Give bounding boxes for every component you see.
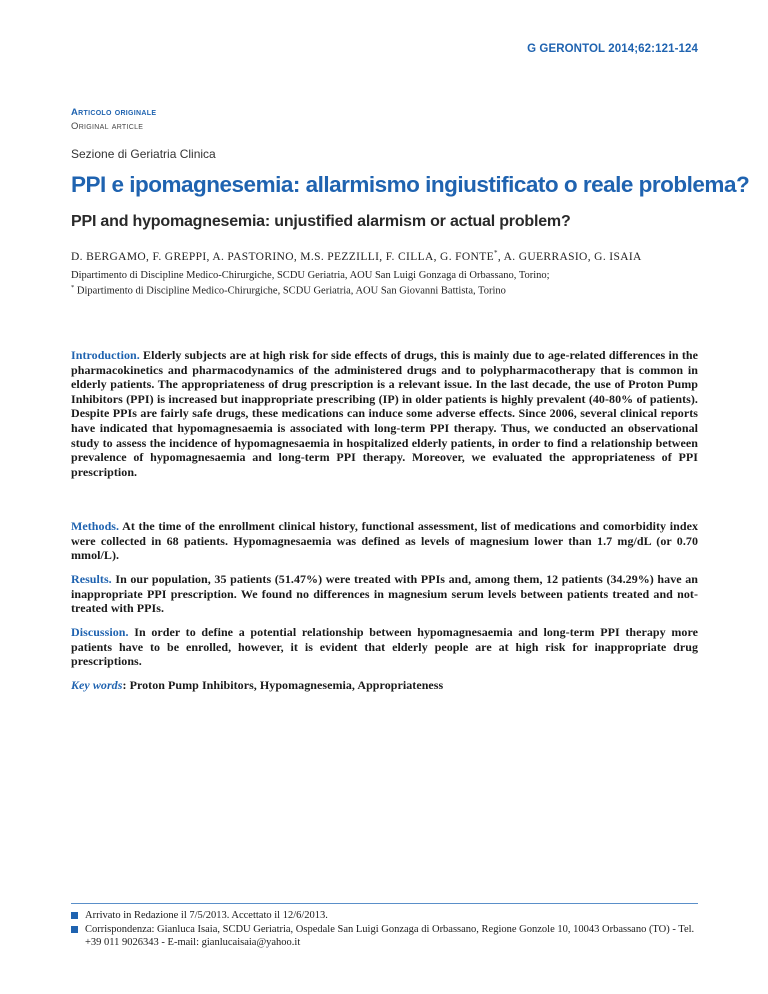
methods-heading: Methods.: [71, 519, 120, 533]
article-type-english: Original article: [71, 121, 144, 132]
journal-reference: G GERONTOL 2014;62:121-124: [527, 43, 698, 55]
results-text: In our population, 35 patients (51.47%) were treated with PPIs and, among them, 12 patients (34.29%) have an inappropriate PPI prescription. We found no differences in magnesium serum levels between patients treated and not-treated with PPIs.: [71, 572, 698, 616]
discussion-heading: Discussion.: [71, 625, 129, 639]
authors-first: D. BERGAMO, F. GREPPI, A. PASTORINO, M.S. PEZZILLI, F. CILLA, G. FONTE: [71, 250, 494, 263]
abstract-methods: [71, 519, 698, 563]
discussion-text: In order to define a potential relationship between hypomagnesaemia and long-term PPI therapy more patients have to be enrolled, however, it is evident that elderly people are at high risk for inappropriate drug prescriptions.: [71, 625, 698, 669]
section-name: Sezione di Geriatria Clinica: [71, 147, 216, 161]
keywords-heading: Key words: [71, 678, 123, 692]
received-text: Arrivato in Redazione il 7/5/2013. Accettato il 12/6/2013.: [85, 910, 328, 921]
methods-text: At the time of the enrollment clinical history, functional assessment, list of medications and comorbidity index were collected in 68 patients. Hypomagnesaemia was defined as levels of magnesium lower than 1.7 mg/dL (or 0.70 mmol/L).: [71, 519, 698, 563]
results-heading: Results.: [71, 572, 112, 586]
abstract-results: [71, 572, 698, 616]
introduction-text: Elderly subjects are at high risk for side effects of drugs, this is mainly due to age-related differences in the pharmacokinetics and pharmacodynamics of the administered drugs and to polypharmacotherapy that is common in elderly patients. The appropriateness of drug prescription is a relevant issue. In the last decade, the use of Proton Pump Inhibitors (PPI) is increased but inappropriate prescribing (IP) in older patients is highly prevalent (40-80% of patients). Despite PPIs are fairly safe drugs, these medications can induce some adverse effects. Since 2006, several clinical reports have indicated that hypomagnesaemia is associated with long-term PPI therapy. Thus, we conducted an observational study to assess the incidence of hypomagnesaemia in hospitalized elderly patients, in order to find a relationship between prevalence of hypomagnesaemia and long-term PPI therapy. Moreover, we evaluated the appropriateness of PPI prescription.: [71, 348, 698, 479]
abstract-introduction: [71, 348, 698, 479]
abstract-discussion: [71, 625, 698, 669]
square-bullet-icon: [71, 926, 78, 933]
article-title: PPI e ipomagnesemia: allarmismo ingiustificato o reale problema?: [71, 172, 750, 197]
footer-divider: [71, 903, 698, 904]
affiliation-2-text: Dipartimento di Discipline Medico-Chirurgiche, SCDU Geriatria, AOU San Giovanni Battista, Torino: [74, 285, 506, 297]
footer-received: [71, 909, 698, 922]
affiliation-2: [71, 284, 711, 297]
introduction-heading: Introduction.: [71, 348, 140, 362]
affiliation-1: Dipartimento di Discipline Medico-Chirurgiche, SCDU Geriatria, AOU San Luigi Gonzaga di Orbassano, Torino;: [71, 270, 550, 281]
footer-correspondence: [71, 923, 698, 949]
keywords: [71, 678, 698, 693]
keywords-separator: :: [122, 678, 130, 692]
keywords-text: Proton Pump Inhibitors, Hypomagnesemia, Appropriateness: [129, 678, 444, 692]
square-bullet-icon: [71, 912, 78, 919]
author-footnote-mark: *: [493, 249, 498, 257]
article-type: Articolo originale: [71, 107, 157, 118]
correspondence-text: Corrispondenza: Gianluca Isaia, SCDU Geriatria, Ospedale San Luigi Gonzaga di Orbassano, Regione Gonzole 10, 10043 Orbassano (TO) - Tel. +39 011 9026343 - E-mail: gianlucaisaia@yahoo.it: [85, 924, 695, 948]
affiliation-footnote-mark: *: [71, 284, 75, 291]
article-subtitle: PPI and hypomagnesemia: unjustified alarmism or actual problem?: [71, 213, 571, 230]
author-list: [71, 249, 711, 263]
authors-second: , A. GUERRASIO, G. ISAIA: [497, 250, 642, 263]
